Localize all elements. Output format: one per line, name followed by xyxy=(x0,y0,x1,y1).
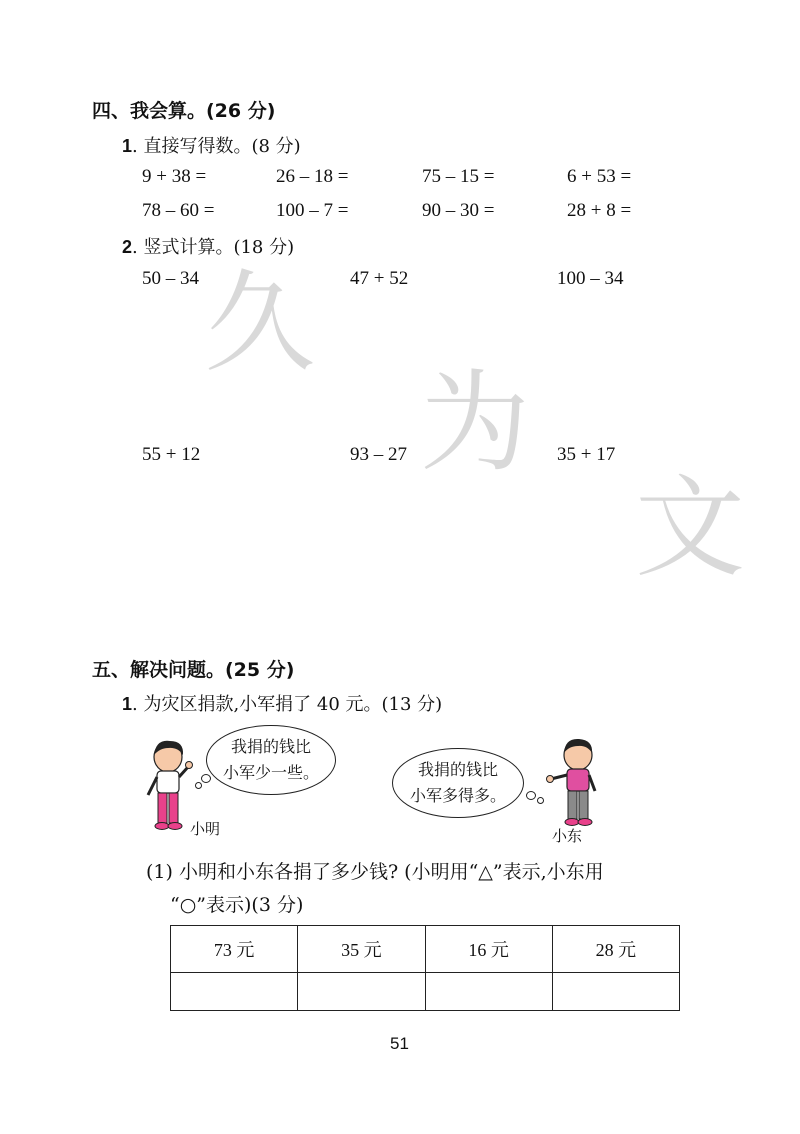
answer-blank-cell[interactable] xyxy=(552,973,679,1011)
calc-item: 75 – 15 = xyxy=(422,166,495,187)
xiaodong-speech-bubble xyxy=(392,748,524,818)
bubble-text: 我捐的钱比 xyxy=(417,760,498,779)
page-number: 51 xyxy=(390,1034,409,1053)
bubble-text: 小军少一些。 xyxy=(222,763,319,782)
table-cell-amount: 28 元 xyxy=(552,926,679,973)
calc-item: 26 – 18 = xyxy=(276,166,349,187)
table-cell-amount: 73 元 xyxy=(171,926,298,973)
calc-item: 78 – 60 = xyxy=(142,200,215,221)
q1-title xyxy=(122,132,301,158)
thought-dot xyxy=(526,791,536,800)
s5-q1-number: 1 xyxy=(122,694,133,714)
xiaodong-name: 小东 xyxy=(552,827,583,845)
answer-blank-cell[interactable] xyxy=(171,973,298,1011)
vertical-calc-item: 55 + 12 xyxy=(142,444,201,465)
q2-text: . 竖式计算。(18 分) xyxy=(132,237,295,258)
thought-dot xyxy=(195,782,202,789)
s5-q1-text: . 为灾区捐款,小军捐了 40 元。(13 分) xyxy=(132,694,443,715)
vertical-calc-item: 47 + 52 xyxy=(350,268,409,289)
bubble-text: 我捐的钱比 xyxy=(230,737,311,756)
watermark-char: 为 xyxy=(420,359,530,487)
bubble-text: 小军多得多。 xyxy=(409,786,506,805)
vertical-calc-item: 50 – 34 xyxy=(142,268,199,289)
calc-item: 100 – 7 = xyxy=(276,200,349,221)
s5-q1-title xyxy=(122,690,442,716)
table-row xyxy=(171,926,680,973)
q1-number: 1 xyxy=(122,136,133,156)
answer-blank-cell[interactable] xyxy=(425,973,552,1011)
table-row xyxy=(171,973,680,1011)
vertical-calc-item: 93 – 27 xyxy=(350,444,407,465)
table-cell-amount: 16 元 xyxy=(425,926,552,973)
calc-item: 6 + 53 = xyxy=(567,166,632,187)
calc-item: 90 – 30 = xyxy=(422,200,495,221)
table-cell-amount: 35 元 xyxy=(298,926,425,973)
answer-blank-cell[interactable] xyxy=(298,973,425,1011)
calc-item: 9 + 38 = xyxy=(142,166,207,187)
sub-question-1-line2: “○”表示)(3 分) xyxy=(170,894,304,916)
section-5-title: 五、解决问题。(25 分) xyxy=(92,659,295,681)
xiaoming-name: 小明 xyxy=(190,820,221,838)
calc-item: 28 + 8 = xyxy=(567,200,632,221)
thought-dot xyxy=(537,797,544,804)
watermark-char: 文 xyxy=(635,464,745,592)
xiaoming-speech-bubble xyxy=(206,725,336,795)
answer-table xyxy=(170,925,680,1011)
section-4-title: 四、我会算。(26 分) xyxy=(92,100,276,122)
xiaodong-figure xyxy=(545,735,605,830)
q1-text: . 直接写得数。(8 分) xyxy=(132,136,301,157)
sub-question-1-line1: (1) 小明和小东各捐了多少钱? (小明用“△”表示,小东用 xyxy=(146,861,604,883)
q2-number: 2 xyxy=(122,237,133,257)
vertical-calc-item: 100 – 34 xyxy=(557,268,624,289)
watermark-char: 久 xyxy=(205,259,315,387)
vertical-calc-item: 35 + 17 xyxy=(557,444,616,465)
